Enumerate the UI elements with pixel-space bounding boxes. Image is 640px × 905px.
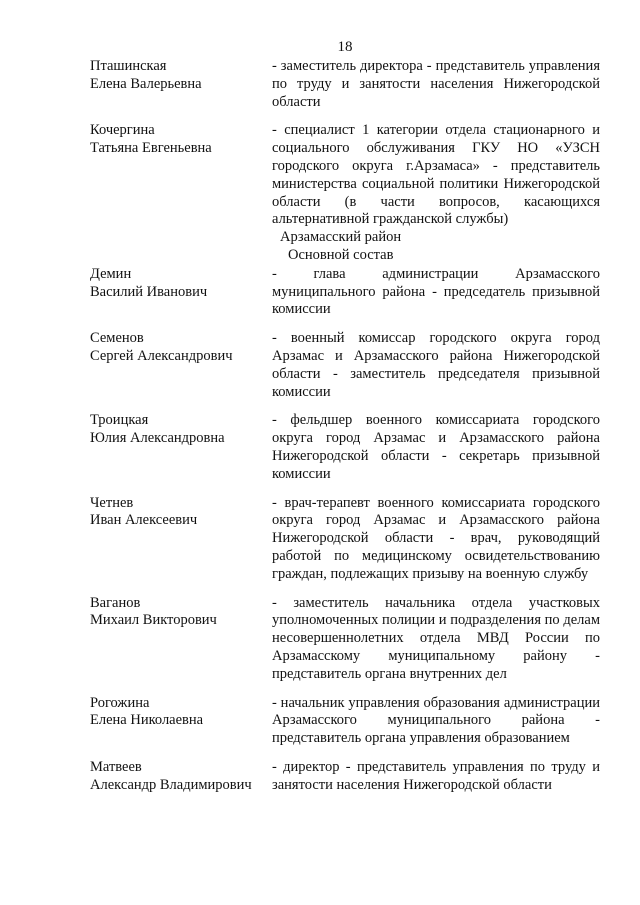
member-given-name: Елена Валерьевна <box>90 75 202 92</box>
member-role: - начальник управления образования администрации Арзамасского муниципального района - представитель органа управления образованием <box>272 694 600 747</box>
member-given-name: Юлия Александровна <box>90 430 225 447</box>
member-entry <box>90 58 600 111</box>
member-entry <box>90 759 600 795</box>
member-role: - глава администрации Арзамасского муниципального района - председатель призывной комиссии <box>272 265 600 318</box>
member-name <box>90 495 272 531</box>
member-given-name: Александр Владимирович <box>90 776 252 793</box>
member-surname: Семенов <box>90 330 144 347</box>
member-name <box>90 412 272 448</box>
member-surname: Пташинская <box>90 58 167 74</box>
member-name <box>90 58 272 94</box>
page-number: 18 <box>337 39 353 55</box>
member-surname: Троицкая <box>90 412 149 429</box>
member-name <box>90 595 272 631</box>
member-surname: Демин <box>90 265 132 282</box>
member-name <box>90 759 272 795</box>
member-entry <box>90 595 600 684</box>
member-surname: Кочергина <box>90 122 155 139</box>
member-role: - заместитель начальника отдела участковых уполномоченных полиции и подразделения по делам несовершеннолетних отдела МВД России по Арзамасскому муниципальному району - представитель органа внутренних дел <box>272 594 600 682</box>
member-given-name: Сергей Александрович <box>90 347 233 364</box>
member-entry <box>90 122 600 229</box>
member-name <box>90 266 272 302</box>
district-title: Арзамасский район <box>280 229 402 246</box>
member-role: - фельдшер военного комиссариата городского округа город Арзамас и Арзамасского района Нижегородской области - секретарь призывной комиссии <box>272 412 600 482</box>
member-given-name: Татьяна Евгеньевна <box>90 140 212 157</box>
member-surname: Матвеев <box>90 758 142 775</box>
member-role: - заместитель директора - представитель управления по труду и занятости населения Нижегородской области <box>272 58 600 110</box>
member-role: - врач-терапевт военного комиссариата городского округа город Арзамас и Арзамасского района Нижегородской области - врач, руководящий работой по медицинскому освидетельствованию граждан, подлежащих призыву на военную службу <box>272 494 600 582</box>
member-surname: Рогожина <box>90 694 150 711</box>
member-name <box>90 330 272 366</box>
member-name <box>90 695 272 731</box>
member-given-name: Иван Алексеевич <box>90 512 198 529</box>
member-given-name: Михаил Викторович <box>90 612 217 629</box>
composition-title: Основной состав <box>288 246 394 263</box>
member-name <box>90 122 272 158</box>
member-entry <box>90 266 600 319</box>
member-surname: Четнев <box>90 494 134 511</box>
member-entry <box>90 412 600 483</box>
member-entry <box>90 695 600 748</box>
member-role: - специалист 1 категории отдела стационарного и социального обслуживания ГКУ НО «УЗСН городского округа г.Арзамаса» - представитель министерства социальной политики Нижегородской области (в части вопросов, касающихся альтернативной гражданской службы) <box>272 122 600 228</box>
member-given-name: Василий Иванович <box>90 283 208 300</box>
member-role: - директор - представитель управления по труду и занятости населения Нижегородской области <box>272 758 600 793</box>
member-entry <box>90 495 600 584</box>
member-given-name: Елена Николаевна <box>90 712 204 729</box>
commission-list <box>90 58 600 794</box>
member-surname: Ваганов <box>90 594 141 611</box>
member-role: - военный комиссар городского округа город Арзамас и Арзамасского района Нижегородской области - заместитель председателя призывной комиссии <box>272 330 600 400</box>
member-entry <box>90 330 600 401</box>
